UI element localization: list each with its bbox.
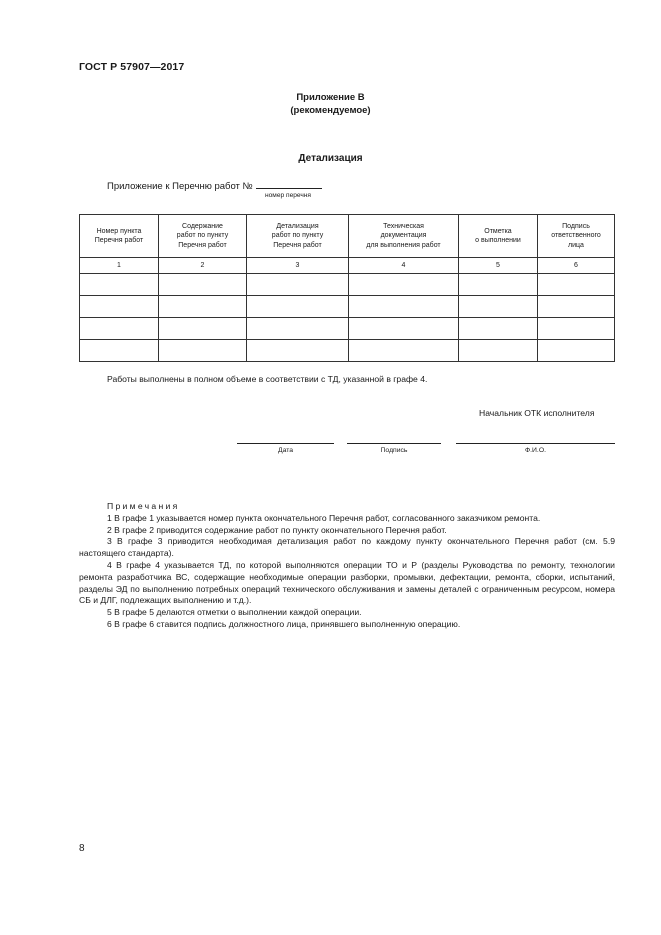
column-number-row [80, 258, 615, 274]
table-row [80, 296, 615, 318]
table-cell [538, 296, 615, 318]
header-cell: Номер пункта Перечня работ [80, 215, 159, 258]
completion-statement: Работы выполнены в полном объеме в соответствии с ТД, указанной в графе 4. [107, 374, 428, 384]
list-number-blank [256, 179, 322, 189]
table-cell [159, 340, 247, 362]
table-cell [80, 274, 159, 296]
note-item: 1 В графе 1 указывается номер пункта окончательного Перечня работ, согласованного заказчиком ремонта. [107, 512, 541, 523]
name-signature-line [456, 443, 615, 463]
header-cell: Детализация работ по пункту Перечня работ [247, 215, 349, 258]
table-cell [349, 340, 459, 362]
list-reference-label: Приложение к Перечню работ № [107, 181, 253, 192]
table-cell [459, 340, 538, 362]
header-cell: Отметка о выполнении [459, 215, 538, 258]
appendix-heading [0, 91, 661, 117]
table-row [80, 274, 615, 296]
name-label: Ф.И.О. [524, 447, 546, 454]
note-item: 5 В графе 5 делаются отметки о выполнении каждой операции. [107, 607, 362, 618]
document-standard-header: ГОСТ Р 57907—2017 [79, 61, 185, 73]
column-number-cell: 2 [159, 258, 247, 274]
table-cell [247, 318, 349, 340]
detail-table [79, 214, 615, 362]
header-cell: Техническая документация для выполнения работ [349, 215, 459, 258]
column-number-cell: 5 [459, 258, 538, 274]
table-header-row [80, 215, 615, 258]
table-row [80, 340, 615, 362]
note-item: 4 В графе 4 указывается ТД, по которой выполняются операции ТО и Р (разделы Руководства по ремонту, технологии ремонта разработчика ВС, содержащие необходимые операции разборки, промывки, дефектации, ремонта, сборки, испытаний, разделы ЭД по выполнению потребных операций технического обслуживания и замены деталей с ограниченным ресурсом, номера СБ и ДЛГ, подлежащих выполнению и т.д.). [79, 559, 615, 606]
table-cell [159, 318, 247, 340]
table-cell [159, 274, 247, 296]
notes-section [79, 501, 615, 631]
table-cell [80, 318, 159, 340]
table-cell [80, 340, 159, 362]
table-cell [247, 274, 349, 296]
signature-line [347, 443, 441, 463]
page-number: 8 [79, 843, 85, 854]
header-cell: Подпись ответственного лица [538, 215, 615, 258]
table-cell [159, 296, 247, 318]
list-reference [107, 179, 322, 192]
note-item: 2 В графе 2 приводится содержание работ по пункту окончательного Перечня работ. [107, 524, 447, 535]
note-item: 6 В графе 6 ставится подпись должностного лица, принявшего выполненную операцию. [107, 618, 461, 629]
table-row [80, 318, 615, 340]
table-cell [247, 296, 349, 318]
date-label: Дата [277, 447, 294, 454]
appendix-subtitle: (рекомендуемое) [290, 105, 371, 116]
table-cell [538, 340, 615, 362]
column-number-cell: 3 [247, 258, 349, 274]
table-cell [459, 274, 538, 296]
table-cell [247, 340, 349, 362]
table-cell [459, 318, 538, 340]
signoff-title: Начальник ОТК исполнителя [479, 408, 595, 418]
table-cell [349, 318, 459, 340]
table-cell [349, 274, 459, 296]
date-signature-line [237, 443, 334, 463]
table-cell [349, 296, 459, 318]
column-number-cell: 6 [538, 258, 615, 274]
notes-title: Примечания [107, 501, 180, 511]
header-cell: Содержание работ по пункту Перечня работ [159, 215, 247, 258]
signature-label: Подпись [380, 447, 408, 454]
column-number-cell: 1 [80, 258, 159, 274]
table-cell [538, 274, 615, 296]
section-title: Детализация [298, 153, 363, 164]
appendix-title: Приложение В [296, 92, 365, 103]
table-cell [459, 296, 538, 318]
list-number-caption: номер перечня [265, 192, 312, 199]
table-cell [538, 318, 615, 340]
note-item: 3 В графе 3 приводится необходимая детализация работ по каждому пункту окончательного Перечня работ (см. 5.9 настоящего стандарта). [79, 536, 615, 559]
column-number-cell: 4 [349, 258, 459, 274]
table-cell [80, 296, 159, 318]
